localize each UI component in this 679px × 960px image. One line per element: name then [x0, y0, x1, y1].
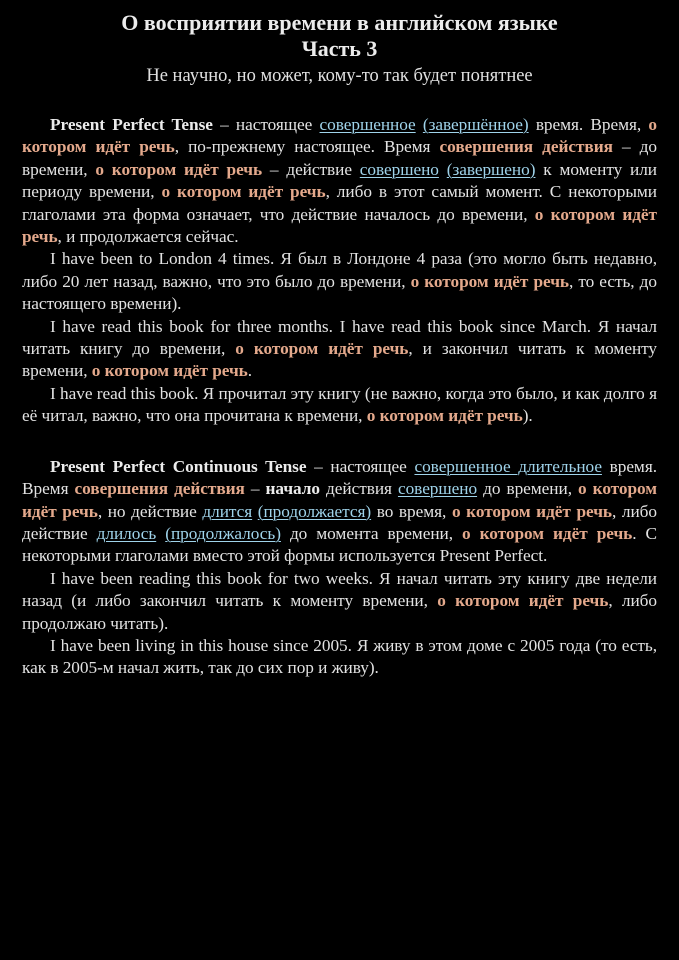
text-run: – до времени, — [22, 137, 658, 179]
tense-term: Present Perfect Tense — [50, 115, 213, 134]
text-run: действия — [320, 479, 398, 499]
underlined-term: совершенное длительное — [414, 456, 602, 476]
highlight-phrase: о котором идёт речь — [235, 339, 409, 359]
highlight-phrase: о котором идёт речь — [410, 271, 569, 291]
text-run: во время, — [371, 501, 452, 521]
text-run: I have been reading this book for two weeks. Я начал читать эту книгу две недели назад (и либо закончил читать к моменту времени, — [22, 568, 657, 611]
example-paragraph — [22, 635, 657, 680]
underlined-term: совершенное — [319, 115, 416, 134]
highlight-phrase: о котором идёт речь — [462, 523, 633, 543]
underlined-term: совершено — [359, 159, 439, 179]
definition-paragraph — [22, 456, 657, 568]
text-run: I have read this book. Я прочитал эту книгу (не важно, когда это было, и как долго я её читал, важно, что она прочитана к времени, — [22, 383, 657, 426]
highlight-phrase: о котором идёт речь — [22, 479, 658, 521]
text-run: до момента времени, — [280, 523, 463, 543]
text-run: ). — [522, 406, 533, 426]
text-run — [439, 160, 447, 179]
text-run: , либо продолжаю читать). — [22, 591, 658, 633]
text-run: , и закончил читать к моменту времени, — [22, 339, 658, 381]
underlined-term: (продолжалось) — [165, 523, 281, 543]
highlight-phrase: о котором идёт речь — [95, 159, 263, 179]
title-line-1: О восприятии времени в английском языке — [121, 10, 558, 35]
section-present-perfect — [22, 114, 657, 428]
text-run: , но действие — [97, 501, 203, 521]
underlined-term: (продолжается) — [257, 501, 372, 521]
example-paragraph — [22, 316, 657, 383]
title-line-2: Часть 3 — [301, 36, 378, 61]
text-run: . С некоторыми глаголами вместо этой формы используется Present Perfect. — [22, 523, 658, 566]
highlight-phrase: о котором идёт речь — [366, 406, 523, 426]
highlight-phrase: о котором идёт речь — [451, 501, 612, 521]
highlight-phrase: совершения действия — [439, 137, 613, 157]
underlined-term: (завершённое) — [422, 115, 529, 134]
highlight-phrase: о котором идёт речь — [22, 204, 657, 247]
text-run: , либо действие — [22, 501, 657, 543]
text-run — [416, 115, 423, 134]
text-run: – действие — [262, 159, 360, 179]
text-run: к моменту или периоду времени, — [22, 159, 657, 202]
text-run: – настоящее — [306, 456, 415, 476]
highlight-phrase: о котором идёт речь — [161, 182, 326, 202]
text-run: I have been to London 4 times. Я был в Лондоне 4 раза (это могло быть недавно, либо 20 лет назад, важно, что это было до времени, — [22, 249, 657, 291]
document-subtitle: Не научно, но может, кому-то так будет понятнее — [146, 66, 533, 86]
text-run: I have been living in this house since 2005. Я живу в этом доме с 2005 года (то есть, как в 2005-м начал жить, так до сих пор и живу). — [22, 635, 657, 678]
highlight-phrase: совершения действия — [74, 479, 245, 499]
text-run — [156, 524, 165, 543]
underlined-term: совершено — [397, 479, 478, 499]
highlight-phrase: о котором идёт речь — [437, 591, 609, 611]
tense-term: Present Perfect Continuous Tense — [50, 456, 307, 476]
text-run: . — [247, 361, 253, 381]
section-present-perfect-continuous — [22, 456, 657, 680]
text-run: время. Время — [22, 456, 657, 499]
definition-paragraph — [22, 114, 657, 248]
text-run: – настоящее — [212, 115, 320, 134]
text-run: , и продолжается сейчас. — [57, 227, 239, 247]
highlight-phrase: о котором идёт речь — [22, 115, 657, 157]
text-run: время. Время, — [528, 115, 649, 134]
underlined-term: длилось — [96, 523, 157, 543]
document-title — [22, 10, 657, 62]
highlight-phrase: о котором идёт речь — [91, 361, 248, 381]
example-paragraph — [22, 568, 657, 635]
example-paragraph — [22, 383, 657, 428]
text-run: , то есть, до настоящего времени). — [22, 271, 658, 314]
underlined-term: длится — [202, 501, 253, 521]
example-paragraph — [22, 248, 657, 315]
emphasis-phrase: начало — [265, 479, 320, 499]
text-run: – — [244, 479, 266, 499]
text-run: , либо в этот самый момент. С некоторыми глаголами эта форма означает, что действие началось до времени, — [22, 182, 657, 224]
underlined-term: (завершено) — [446, 159, 536, 179]
text-run: , по-прежнему настоящее. Время — [174, 137, 440, 157]
text-run: I have read this book for three months. I have read this book since March. Я начал читать книгу до времени, — [22, 316, 657, 359]
text-run: до времени, — [477, 479, 579, 499]
